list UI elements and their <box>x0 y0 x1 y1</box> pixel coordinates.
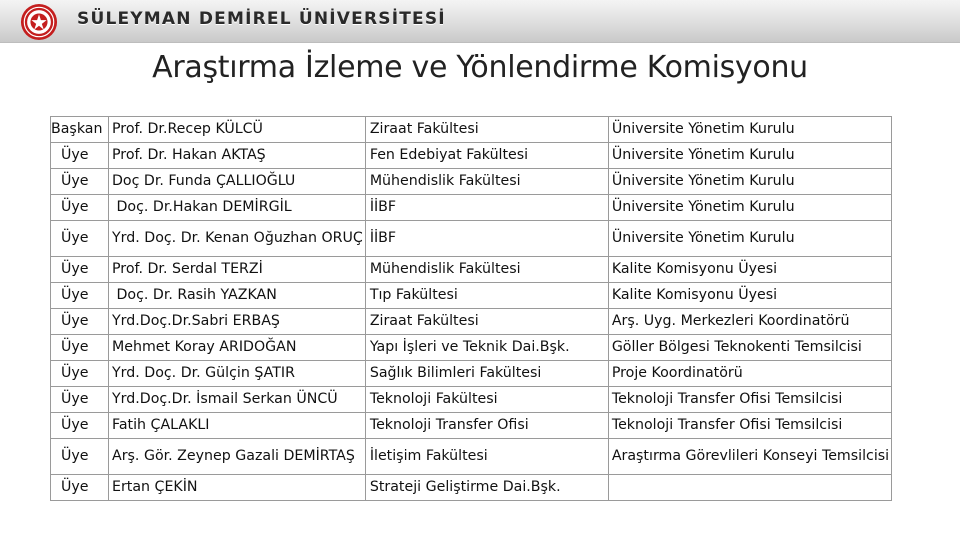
unit-cell: Fen Edebiyat Fakültesi <box>365 143 608 169</box>
unit-cell: Teknoloji Fakültesi <box>365 387 608 413</box>
member-cell: Yrd. Doç. Dr. Kenan Oğuzhan ORUÇ <box>109 221 366 257</box>
role-cell: Üye <box>51 361 109 387</box>
duty-cell: Üniversite Yönetim Kurulu <box>608 195 891 221</box>
member-cell: Doç. Dr.Hakan DEMİRGİL <box>109 195 366 221</box>
unit-cell: İletişim Fakültesi <box>365 439 608 475</box>
member-cell: Yrd. Doç. Dr. Gülçin ŞATIR <box>109 361 366 387</box>
duty-cell: Göller Bölgesi Teknokenti Temsilcisi <box>608 335 891 361</box>
role-cell: Üye <box>51 309 109 335</box>
duty-cell: Araştırma Görevlileri Konseyi Temsilcisi <box>608 439 891 475</box>
duty-cell: Üniversite Yönetim Kurulu <box>608 169 891 195</box>
university-name: SÜLEYMAN DEMİREL ÜNİVERSİTESİ <box>77 9 446 29</box>
role-cell: Başkan <box>51 117 109 143</box>
role-cell: Üye <box>51 195 109 221</box>
table-row <box>51 413 892 439</box>
duty-cell: Kalite Komisyonu Üyesi <box>608 283 891 309</box>
role-cell: Üye <box>51 475 109 501</box>
member-cell: Fatih ÇALAKLI <box>109 413 366 439</box>
role-cell: Üye <box>51 439 109 475</box>
unit-cell: Strateji Geliştirme Dai.Bşk. <box>365 475 608 501</box>
duty-cell: Üniversite Yönetim Kurulu <box>608 221 891 257</box>
table-row <box>51 257 892 283</box>
member-cell: Mehmet Koray ARIDOĞAN <box>109 335 366 361</box>
table-row <box>51 309 892 335</box>
unit-cell: Teknoloji Transfer Ofisi <box>365 413 608 439</box>
duty-cell: Teknoloji Transfer Ofisi Temsilcisi <box>608 413 891 439</box>
table-row <box>51 283 892 309</box>
unit-cell: Ziraat Fakültesi <box>365 309 608 335</box>
role-cell: Üye <box>51 221 109 257</box>
table-row <box>51 117 892 143</box>
role-cell: Üye <box>51 143 109 169</box>
committee-table <box>50 116 892 501</box>
member-cell: Prof. Dr. Serdal TERZİ <box>109 257 366 283</box>
member-cell: Doç Dr. Funda ÇALLIOĞLU <box>109 169 366 195</box>
duty-cell: Üniversite Yönetim Kurulu <box>608 117 891 143</box>
member-cell: Arş. Gör. Zeynep Gazali DEMİRTAŞ <box>109 439 366 475</box>
member-cell: Prof. Dr.Recep KÜLCÜ <box>109 117 366 143</box>
table-row <box>51 195 892 221</box>
unit-cell: İİBF <box>365 221 608 257</box>
table-row <box>51 221 892 257</box>
duty-cell: Üniversite Yönetim Kurulu <box>608 143 891 169</box>
unit-cell: Tıp Fakültesi <box>365 283 608 309</box>
member-cell: Yrd.Doç.Dr.Sabri ERBAŞ <box>109 309 366 335</box>
university-seal-logo <box>20 3 58 41</box>
duty-cell: Arş. Uyg. Merkezleri Koordinatörü <box>608 309 891 335</box>
table-row <box>51 387 892 413</box>
duty-cell: Teknoloji Transfer Ofisi Temsilcisi <box>608 387 891 413</box>
duty-cell: Proje Koordinatörü <box>608 361 891 387</box>
duty-cell <box>608 475 891 501</box>
table-row <box>51 361 892 387</box>
role-cell: Üye <box>51 413 109 439</box>
table-row <box>51 475 892 501</box>
role-cell: Üye <box>51 169 109 195</box>
page-title: Araştırma İzleme ve Yönlendirme Komisyonu <box>152 50 808 85</box>
role-cell: Üye <box>51 335 109 361</box>
table-row <box>51 439 892 475</box>
unit-cell: İİBF <box>365 195 608 221</box>
member-cell: Doç. Dr. Rasih YAZKAN <box>109 283 366 309</box>
duty-cell: Kalite Komisyonu Üyesi <box>608 257 891 283</box>
table-row <box>51 169 892 195</box>
table-row <box>51 143 892 169</box>
unit-cell: Yapı İşleri ve Teknik Dai.Bşk. <box>365 335 608 361</box>
role-cell: Üye <box>51 283 109 309</box>
unit-cell: Sağlık Bilimleri Fakültesi <box>365 361 608 387</box>
unit-cell: Mühendislik Fakültesi <box>365 257 608 283</box>
member-cell: Yrd.Doç.Dr. İsmail Serkan ÜNCÜ <box>109 387 366 413</box>
member-cell: Ertan ÇEKİN <box>109 475 366 501</box>
unit-cell: Ziraat Fakültesi <box>365 117 608 143</box>
table-row <box>51 335 892 361</box>
role-cell: Üye <box>51 257 109 283</box>
member-cell: Prof. Dr. Hakan AKTAŞ <box>109 143 366 169</box>
unit-cell: Mühendislik Fakültesi <box>365 169 608 195</box>
role-cell: Üye <box>51 387 109 413</box>
header-band <box>0 0 960 43</box>
